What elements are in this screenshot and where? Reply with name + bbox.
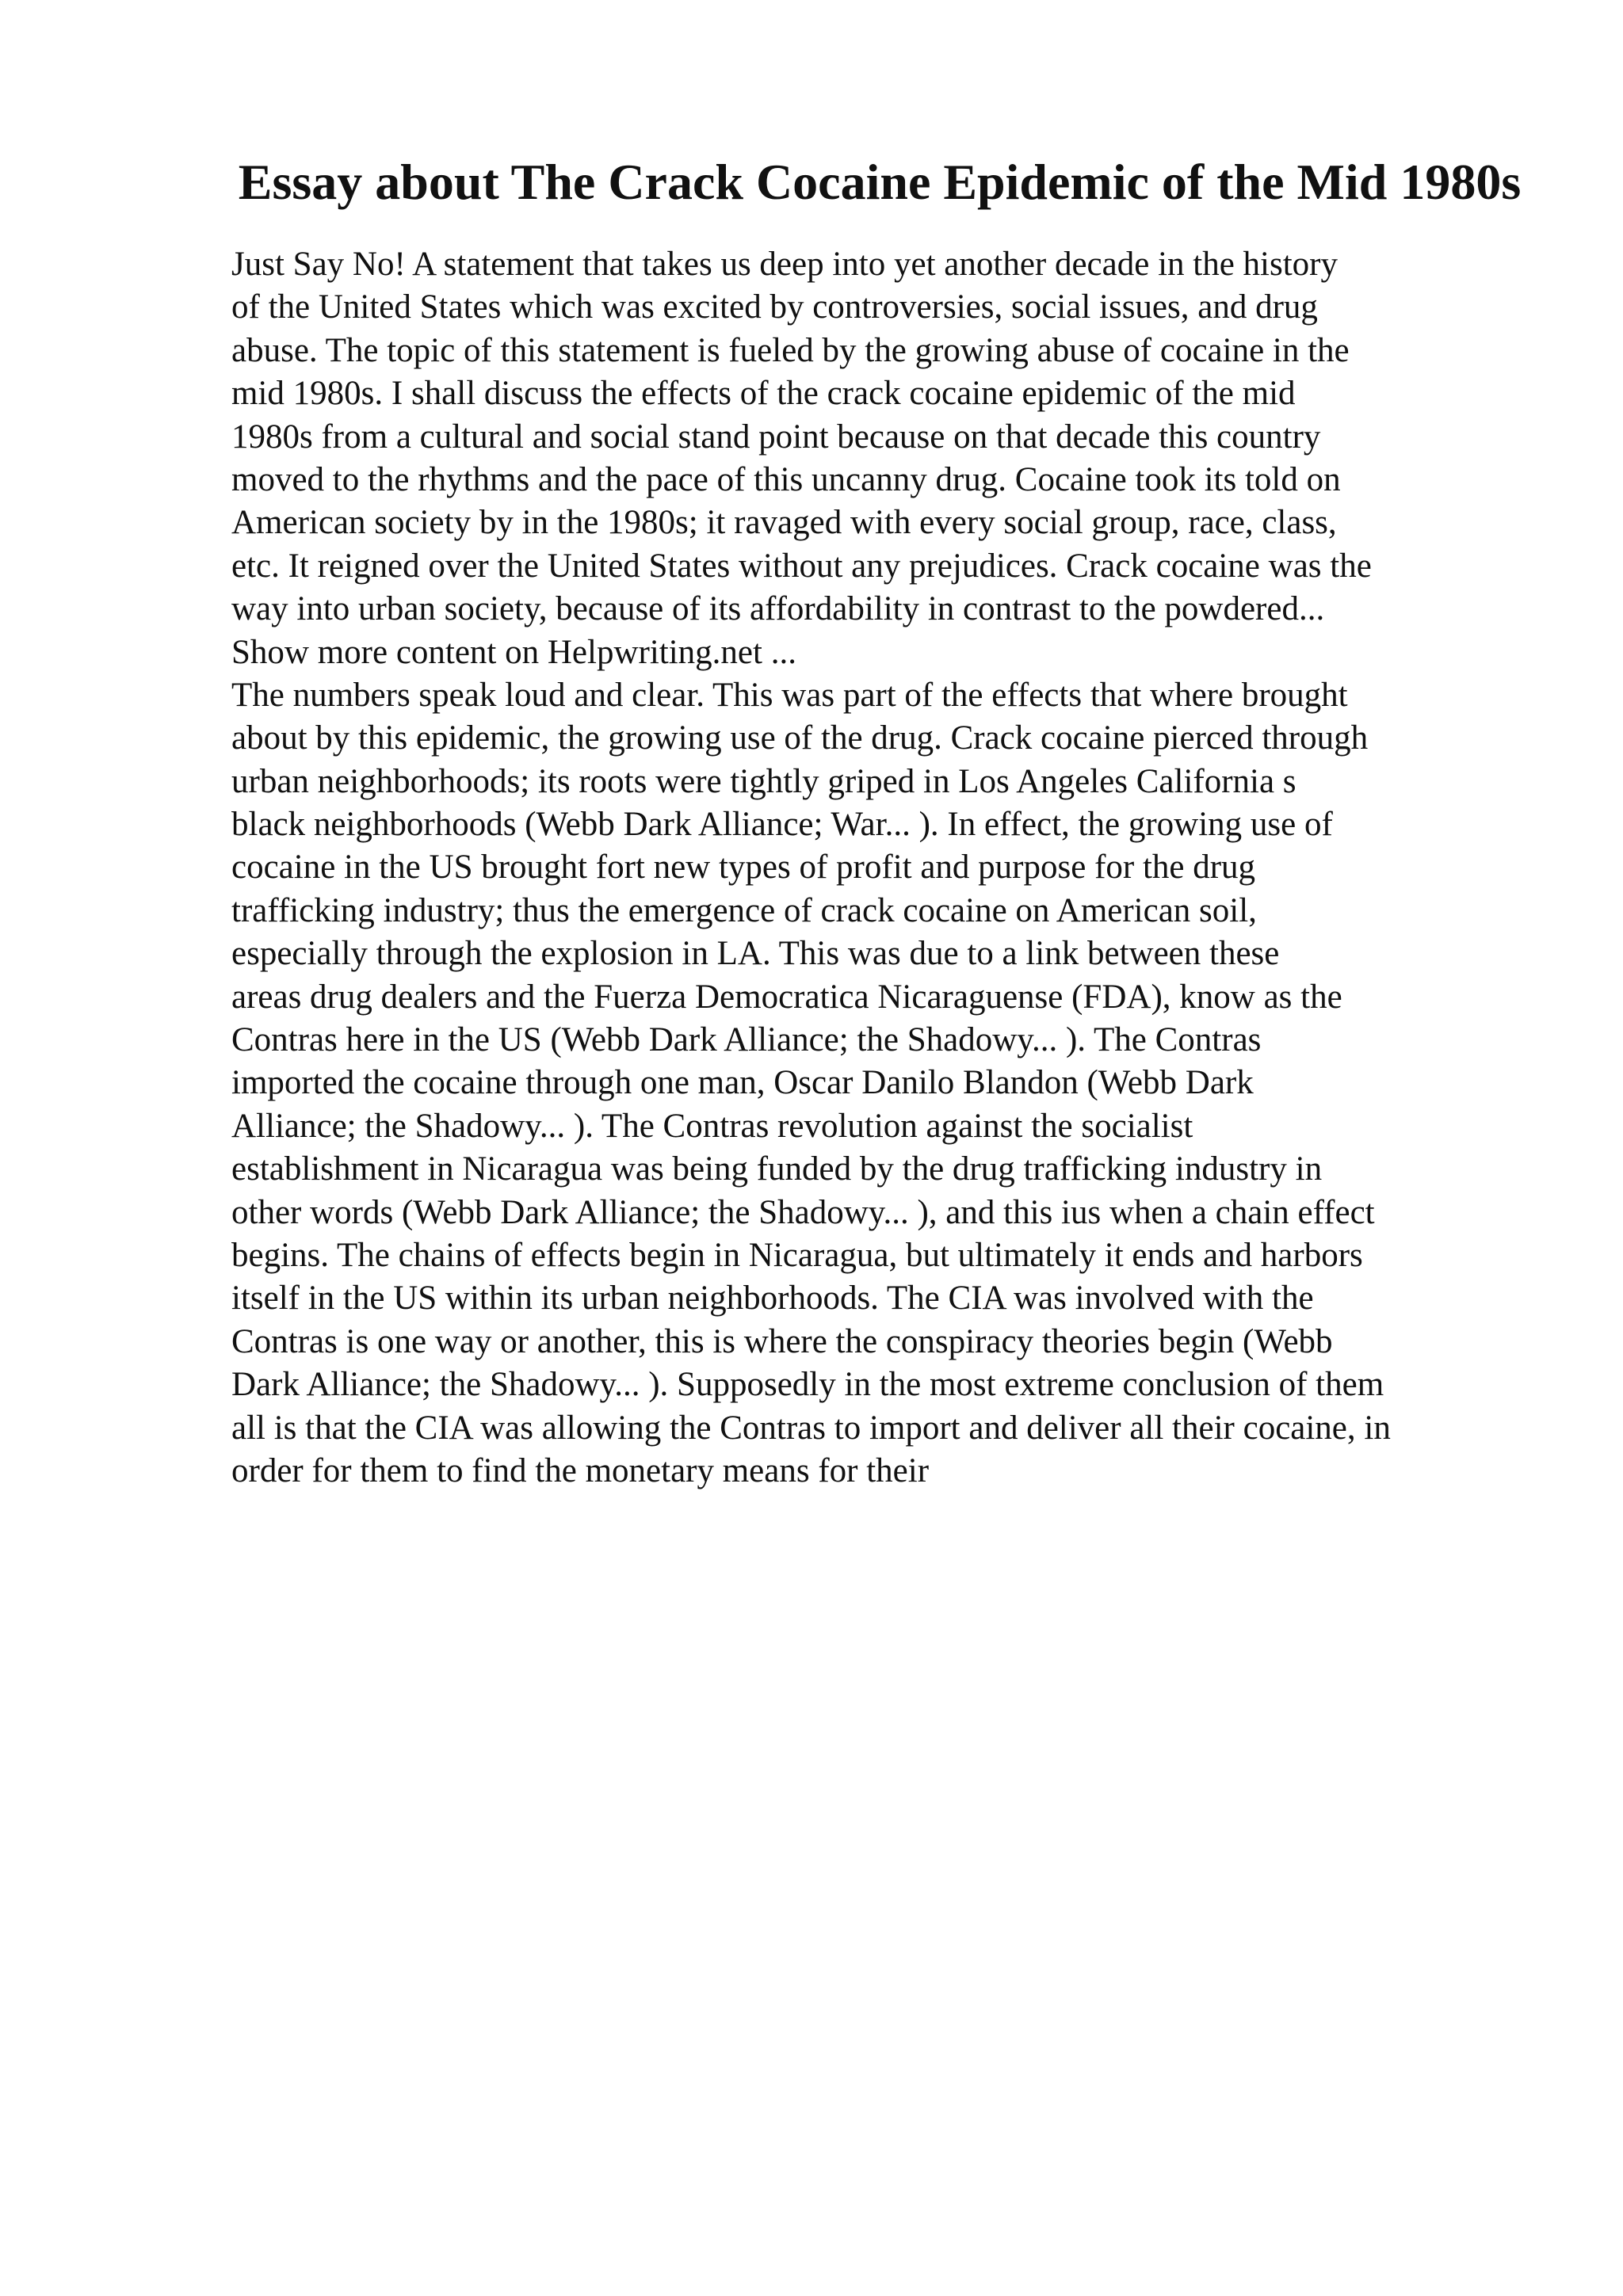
text-line: black neighborhoods (Webb Dark Alliance; War... ). In effect, the growing use of bbox=[231, 806, 1333, 844]
text-line: Dark Alliance; the Shadowy... ). Supposedly in the most extreme conclusion of them bbox=[231, 1366, 1384, 1404]
text-line: all is that the CIA was allowing the Contras to import and deliver all their cocaine, in bbox=[231, 1409, 1391, 1447]
essay-body bbox=[231, 243, 1579, 1493]
text-line: itself in the US within its urban neighborhoods. The CIA was involved with the bbox=[231, 1280, 1314, 1318]
text-line: other words (Webb Dark Alliance; the Shadowy... ), and this ius when a chain effect bbox=[231, 1193, 1375, 1231]
text-line: urban neighborhoods; its roots were tightly griped in Los Angeles California s bbox=[231, 762, 1296, 800]
text-line: 1980s from a cultural and social stand point because on that decade this country bbox=[231, 418, 1321, 456]
text-line: imported the cocaine through one man, Oscar Danilo Blandon (Webb Dark bbox=[231, 1064, 1254, 1102]
text-line: way into urban society, because of its affordability in contrast to the powdered... bbox=[231, 590, 1325, 628]
text-line: American society by in the 1980s; it ravaged with every social group, race, class, bbox=[231, 504, 1337, 542]
essay-title: Essay about The Crack Cocaine Epidemic of the Mid 1980s bbox=[238, 154, 1522, 210]
text-line: etc. It reigned over the United States without any prejudices. Crack cocaine was the bbox=[231, 547, 1372, 585]
text-line: Contras here in the US (Webb Dark Alliance; the Shadowy... ). The Contras bbox=[231, 1021, 1262, 1059]
text-line: trafficking industry; thus the emergence of crack cocaine on American soil, bbox=[231, 891, 1257, 929]
text-line: establishment in Nicaragua was being funded by the drug trafficking industry in bbox=[231, 1150, 1323, 1188]
text-line: order for them to find the monetary means for their bbox=[231, 1451, 930, 1489]
text-line: Just Say No! A statement that takes us deep into yet another decade in the history bbox=[231, 246, 1338, 283]
show-more-link[interactable]: Show more content on Helpwriting.net ... bbox=[231, 633, 796, 671]
text-line: Contras is one way or another, this is where the conspiracy theories begin (Webb bbox=[231, 1322, 1333, 1360]
text-line: areas drug dealers and the Fuerza Democratica Nicaraguense (FDA), know as the bbox=[231, 978, 1342, 1016]
text-line: Alliance; the Shadowy... ). The Contras revolution against the socialist bbox=[231, 1107, 1193, 1145]
text-line: especially through the explosion in LA. This was due to a link between these bbox=[231, 935, 1280, 973]
text-line: about by this epidemic, the growing use of the drug. Crack cocaine pierced through bbox=[231, 719, 1369, 757]
text-line: abuse. The topic of this statement is fueled by the growing abuse of cocaine in the bbox=[231, 331, 1350, 369]
text-line: cocaine in the US brought fort new types of profit and purpose for the drug bbox=[231, 849, 1256, 887]
text-line: of the United States which was excited by controversies, social issues, and drug bbox=[231, 288, 1318, 326]
text-line: begins. The chains of effects begin in Nicaragua, but ultimately it ends and harbors bbox=[231, 1236, 1363, 1274]
text-line: The numbers speak loud and clear. This was part of the effects that where brought bbox=[231, 676, 1348, 714]
text-line: mid 1980s. I shall discuss the effects of the crack cocaine epidemic of the mid bbox=[231, 375, 1296, 413]
text-line: moved to the rhythms and the pace of this uncanny drug. Cocaine took its told on bbox=[231, 460, 1341, 498]
